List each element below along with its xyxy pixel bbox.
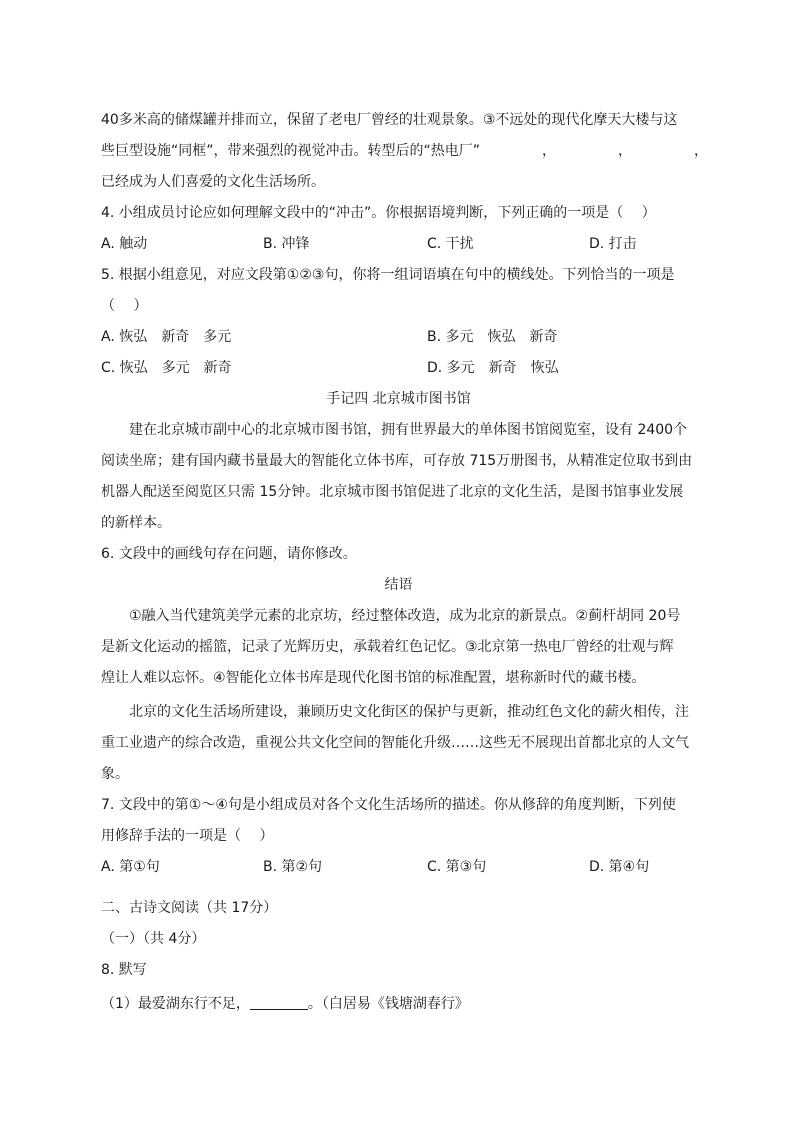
conclusion-line: 北京的文化生活场所建设，兼顾历史文化街区的保护与更新，推动红色文化的薪火相传，注 — [129, 704, 689, 720]
section-4-line: 阅读坐席；建有国内藏书量最大的智能化立体书库，可存放 715万册图书，从精准定位取书到由 — [101, 453, 693, 469]
conclusion-line: 是新文化运动的摇篮，记录了光辉历史，承载着红色记忆。③北京第一热电厂曾经的壮观与辉 — [101, 639, 674, 655]
part-2-subheading: （一）（共 4分） — [101, 931, 206, 947]
question-8-1 — [101, 994, 696, 1014]
blank-separator: ， — [694, 143, 709, 159]
conclusion-line: ①融入当代建筑美学元素的北京坊，经过整体改造，成为北京的新景点。②蓟杆胡同 20号 — [129, 608, 681, 624]
q5-option-d: D. 多元 新奇 恢弘 — [427, 360, 559, 376]
q4-option-a: A. 触动 — [101, 236, 148, 252]
q4-option-d: D. 打击 — [589, 236, 637, 252]
q8-1-prefix: （1）最爱湖东行不足， — [101, 996, 250, 1012]
question-5-stem-cont: （ ） — [101, 298, 148, 314]
passage-line-with-blanks — [101, 141, 709, 161]
q4-option-b: B. 冲锋 — [263, 236, 310, 252]
q7-option-a: A. 第①句 — [101, 859, 160, 875]
q7-option-b: B. 第②句 — [263, 859, 323, 875]
question-6-stem: 6. 文段中的画线句存在问题，请你修改。 — [101, 546, 357, 562]
conclusion-line: 重工业遗产的综合改造，重视公共文化空间的智能化升级……这些无不展现出首都北京的人文气 — [101, 735, 689, 751]
q5-option-a: A. 恢弘 新奇 多元 — [101, 329, 232, 345]
blank-separator: ， — [618, 143, 633, 159]
question-8-stem: 8. 默写 — [101, 962, 147, 978]
question-7-stem-cont: 用修辞手法的一项是（ ） — [101, 828, 274, 844]
conclusion-line: 象。 — [101, 766, 129, 782]
q5-option-b: B. 多元 恢弘 新奇 — [427, 329, 558, 345]
blank-separator: ， — [542, 143, 557, 159]
q5-option-c: C. 恢弘 多元 新奇 — [101, 360, 232, 376]
section-4-line: 建在北京城市副中心的北京城市图书馆，拥有世界最大的单体图书馆阅览室，设有 2400个 — [129, 422, 688, 438]
part-2-heading: 二、古诗文阅读（共 17分） — [101, 900, 278, 916]
conclusion-title: 结语 — [384, 577, 413, 593]
passage-line: 已经成为人们喜爱的文化生活场所。 — [101, 174, 325, 190]
q8-1-suffix: 。（白居易《钱塘湖春行》 — [307, 996, 469, 1012]
question-4-stem: 4. 小组成员讨论应如何理解文段中的“冲击”。你根据语境判断，下列正确的一项是（ ） — [101, 205, 656, 221]
q4-option-c: C. 干扰 — [427, 236, 474, 252]
question-7-stem: 7. 文段中的第①～④句是小组成员对各个文化生活场所的描述。你从修辞的角度判断，下列使 — [101, 797, 676, 813]
question-5-stem: 5. 根据小组意见，对应文段第①②③句，你将一组词语填在句中的横线处。下列恰当的一项是 — [101, 267, 675, 283]
passage-text: 些巨型设施“同框”，带来强烈的视觉冲击。转型后的“热电厂” — [101, 143, 481, 159]
answer-blank[interactable] — [250, 994, 308, 1010]
conclusion-line: 煌让人难以忘怀。④智能化立体书库是现代化图书馆的标准配置，堪称新时代的藏书楼。 — [101, 670, 646, 686]
q7-option-c: C. 第③句 — [427, 859, 487, 875]
passage-line: 40多米高的储煤罐并排而立，保留了老电厂曾经的壮观景象。③不远处的现代化摩天大楼与这 — [101, 112, 678, 128]
q7-option-d: D. 第④句 — [589, 859, 650, 875]
section-4-line: 机器人配送至阅览区只需 15分钟。北京城市图书馆促进了北京的文化生活，是图书馆事业发展 — [101, 484, 684, 500]
section-4-line: 的新样本。 — [101, 515, 171, 531]
section-4-title: 手记四 北京城市图书馆 — [326, 391, 471, 407]
